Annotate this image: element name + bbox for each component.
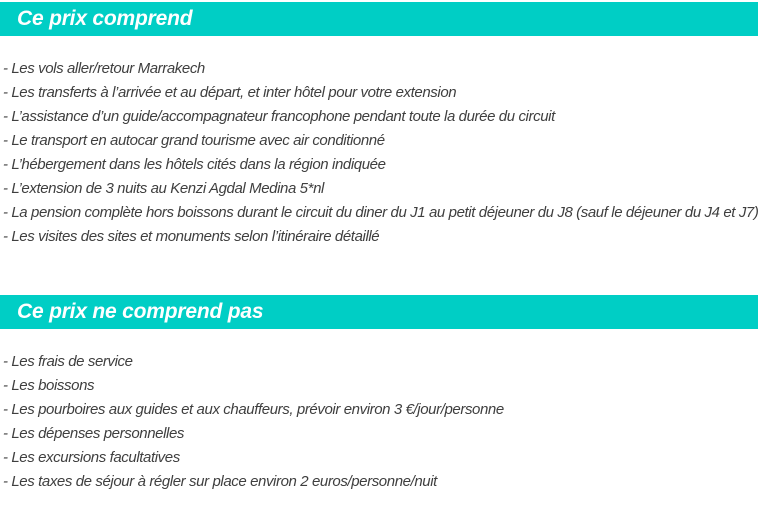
included-item-list bbox=[0, 57, 758, 249]
list-item: - Les pourboires aux guides et aux chauffeurs, prévoir environ 3 €/jour/personne bbox=[3, 401, 504, 418]
list-item: - Le transport en autocar grand tourisme avec air conditionné bbox=[3, 132, 385, 149]
list-item: - Les frais de service bbox=[3, 353, 133, 370]
section-header-included bbox=[0, 2, 758, 36]
section-price-not-included bbox=[0, 295, 758, 494]
section-price-included bbox=[0, 2, 758, 249]
list-item: - La pension complète hors boissons durant le circuit du diner du J1 au petit déjeuner du J8 (sauf le déjeuner du J4 et J7) bbox=[3, 204, 758, 221]
list-item: - Les visites des sites et monuments selon l’itinéraire détaillé bbox=[3, 228, 380, 245]
list-item: - Les vols aller/retour Marrakech bbox=[3, 60, 205, 77]
section-header-not-included bbox=[0, 295, 758, 329]
list-item: - Les transferts à l’arrivée et au départ, et inter hôtel pour votre extension bbox=[3, 84, 457, 101]
list-item: - L’extension de 3 nuits au Kenzi Agdal Medina 5*nl bbox=[3, 180, 324, 197]
list-item: - Les taxes de séjour à régler sur place environ 2 euros/personne/nuit bbox=[3, 473, 437, 490]
section-title: Ce prix comprend bbox=[17, 7, 193, 30]
list-item: - L’assistance d’un guide/accompagnateur francophone pendant toute la durée du circuit bbox=[3, 108, 555, 125]
list-item: - Les excursions facultatives bbox=[3, 449, 180, 466]
excluded-item-list bbox=[0, 350, 758, 494]
list-item: - Les dépenses personnelles bbox=[3, 425, 184, 442]
list-item: - Les boissons bbox=[3, 377, 95, 394]
list-item: - L’hébergement dans les hôtels cités dans la région indiquée bbox=[3, 156, 386, 173]
section-title: Ce prix ne comprend pas bbox=[17, 300, 264, 323]
